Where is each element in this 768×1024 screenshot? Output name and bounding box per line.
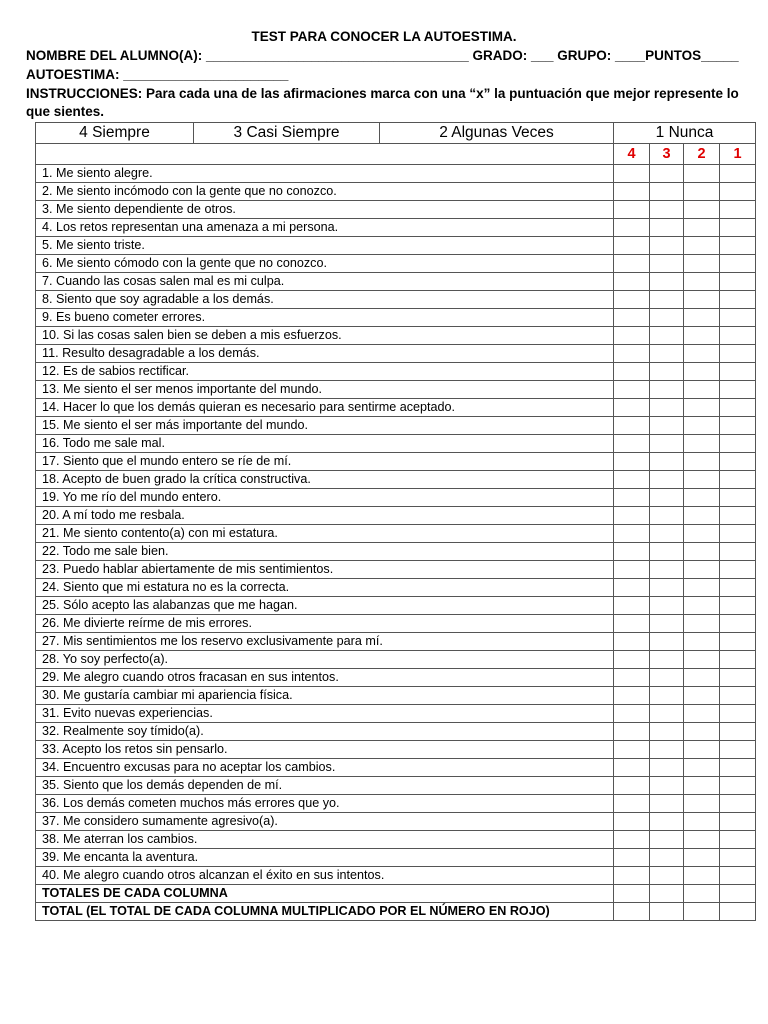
statement-text: 33. Acepto los retos sin pensarlo. bbox=[36, 741, 614, 759]
answer-cell-1[interactable] bbox=[720, 183, 756, 201]
answer-cell-4[interactable] bbox=[614, 687, 650, 705]
answer-cell-2[interactable] bbox=[684, 453, 720, 471]
statement-row bbox=[36, 543, 756, 561]
statement-text: 26. Me divierte reírme de mis errores. bbox=[36, 615, 614, 633]
answer-cell-2[interactable] bbox=[684, 651, 720, 669]
answer-cell-4[interactable] bbox=[614, 669, 650, 687]
answer-cell-4[interactable] bbox=[614, 453, 650, 471]
answer-cell-3[interactable] bbox=[650, 705, 684, 723]
answer-cell-2[interactable] bbox=[684, 579, 720, 597]
statement-row bbox=[36, 579, 756, 597]
answer-cell-1[interactable] bbox=[720, 669, 756, 687]
answer-cell-3[interactable] bbox=[650, 399, 684, 417]
answer-cell-1[interactable] bbox=[720, 435, 756, 453]
answer-cell-4[interactable] bbox=[614, 435, 650, 453]
answer-cell-1[interactable] bbox=[720, 165, 756, 183]
statement-text: 17. Siento que el mundo entero se ríe de mí. bbox=[36, 453, 614, 471]
answer-cell-4[interactable] bbox=[614, 273, 650, 291]
answer-cell-1[interactable] bbox=[720, 885, 756, 903]
answer-cell-1[interactable] bbox=[720, 489, 756, 507]
statement-row bbox=[36, 597, 756, 615]
answer-cell-3[interactable] bbox=[650, 237, 684, 255]
answer-cell-4[interactable] bbox=[614, 219, 650, 237]
answer-cell-4[interactable] bbox=[614, 813, 650, 831]
answer-cell-3[interactable] bbox=[650, 165, 684, 183]
answer-cell-1[interactable] bbox=[720, 237, 756, 255]
answer-cell-1[interactable] bbox=[720, 345, 756, 363]
answer-cell-3[interactable] bbox=[650, 327, 684, 345]
statement-row bbox=[36, 237, 756, 255]
answer-cell-3[interactable] bbox=[650, 471, 684, 489]
statement-text: 34. Encuentro excusas para no aceptar los cambios. bbox=[36, 759, 614, 777]
statement-row bbox=[36, 759, 756, 777]
answer-cell-4[interactable] bbox=[614, 651, 650, 669]
answer-cell-4[interactable] bbox=[614, 705, 650, 723]
answer-cell-2[interactable] bbox=[684, 777, 720, 795]
statement-text: 35. Siento que los demás dependen de mí. bbox=[36, 777, 614, 795]
answer-cell-3[interactable] bbox=[650, 435, 684, 453]
statement-row bbox=[36, 183, 756, 201]
statement-text: 6. Me siento cómodo con la gente que no conozco. bbox=[36, 255, 614, 273]
statement-row bbox=[36, 561, 756, 579]
answer-cell-2[interactable] bbox=[684, 885, 720, 903]
answer-cell-1[interactable] bbox=[720, 561, 756, 579]
document-title: TEST PARA CONOCER LA AUTOESTIMA. bbox=[251, 29, 517, 44]
answer-cell-1[interactable] bbox=[720, 705, 756, 723]
answer-cell-2[interactable] bbox=[684, 633, 720, 651]
answer-cell-4[interactable] bbox=[614, 615, 650, 633]
answer-cell-1[interactable] bbox=[720, 273, 756, 291]
answer-cell-1[interactable] bbox=[720, 507, 756, 525]
answer-cell-3[interactable] bbox=[650, 831, 684, 849]
answer-cell-4[interactable] bbox=[614, 849, 650, 867]
answer-cell-2[interactable] bbox=[684, 435, 720, 453]
answer-cell-1[interactable] bbox=[720, 291, 756, 309]
answer-cell-3[interactable] bbox=[650, 219, 684, 237]
statement-text: 8. Siento que soy agradable a los demás. bbox=[36, 291, 614, 309]
statement-text: 13. Me siento el ser menos importante del mundo. bbox=[36, 381, 614, 399]
answer-cell-2[interactable] bbox=[684, 813, 720, 831]
statement-text: 3. Me siento dependiente de otros. bbox=[36, 201, 614, 219]
statement-row bbox=[36, 345, 756, 363]
answer-cell-4[interactable] bbox=[614, 831, 650, 849]
answer-cell-2[interactable] bbox=[684, 165, 720, 183]
statement-text: 20. A mí todo me resbala. bbox=[36, 507, 614, 525]
statement-row bbox=[36, 813, 756, 831]
score-number-4: 4 bbox=[614, 144, 650, 165]
answer-cell-3[interactable] bbox=[650, 273, 684, 291]
statement-text: 23. Puedo hablar abiertamente de mis sentimientos. bbox=[36, 561, 614, 579]
answer-cell-4[interactable] bbox=[614, 597, 650, 615]
answer-cell-4[interactable] bbox=[614, 525, 650, 543]
answer-cell-2[interactable] bbox=[684, 615, 720, 633]
answer-cell-4[interactable] bbox=[614, 165, 650, 183]
answer-cell-1[interactable] bbox=[720, 795, 756, 813]
answer-cell-2[interactable] bbox=[684, 345, 720, 363]
answer-cell-1[interactable] bbox=[720, 579, 756, 597]
statement-text: 36. Los demás cometen muchos más errores que yo. bbox=[36, 795, 614, 813]
statement-row bbox=[36, 417, 756, 435]
answer-cell-3[interactable] bbox=[650, 489, 684, 507]
answer-cell-3[interactable] bbox=[650, 363, 684, 381]
statement-row bbox=[36, 201, 756, 219]
answer-cell-3[interactable] bbox=[650, 813, 684, 831]
answer-cell-1[interactable] bbox=[720, 363, 756, 381]
statement-row bbox=[36, 777, 756, 795]
answer-cell-1[interactable] bbox=[720, 327, 756, 345]
student-info-line: NOMBRE DEL ALUMNO(A): ___________________________________ GRADO: ___ GRUPO: ____PUNTOS_____ bbox=[26, 48, 739, 63]
statement-row bbox=[36, 165, 756, 183]
answer-cell-1[interactable] bbox=[720, 201, 756, 219]
answer-cell-2[interactable] bbox=[684, 669, 720, 687]
scale-header-almost-always: 3 Casi Siempre bbox=[194, 123, 380, 144]
answer-cell-1[interactable] bbox=[720, 903, 756, 921]
answer-cell-1[interactable] bbox=[720, 831, 756, 849]
answer-cell-1[interactable] bbox=[720, 867, 756, 885]
self-esteem-test-table bbox=[35, 122, 756, 921]
scale-header-always: 4 Siempre bbox=[36, 123, 194, 144]
statement-row bbox=[36, 615, 756, 633]
scale-header-row bbox=[36, 123, 756, 144]
statement-row bbox=[36, 633, 756, 651]
answer-cell-3[interactable] bbox=[650, 417, 684, 435]
answer-cell-3[interactable] bbox=[650, 669, 684, 687]
answer-cell-3[interactable] bbox=[650, 345, 684, 363]
statement-row bbox=[36, 489, 756, 507]
statement-text: 18. Acepto de buen grado la crítica constructiva. bbox=[36, 471, 614, 489]
statement-row bbox=[36, 795, 756, 813]
answer-cell-4[interactable] bbox=[614, 759, 650, 777]
statement-text: 10. Si las cosas salen bien se deben a mis esfuerzos. bbox=[36, 327, 614, 345]
answer-cell-2[interactable] bbox=[684, 795, 720, 813]
answer-cell-1[interactable] bbox=[720, 543, 756, 561]
answer-cell-3[interactable] bbox=[650, 561, 684, 579]
answer-cell-1[interactable] bbox=[720, 615, 756, 633]
statement-row bbox=[36, 291, 756, 309]
statement-text: 5. Me siento triste. bbox=[36, 237, 614, 255]
answer-cell-1[interactable] bbox=[720, 813, 756, 831]
statement-row bbox=[36, 363, 756, 381]
statement-text: 29. Me alegro cuando otros fracasan en sus intentos. bbox=[36, 669, 614, 687]
answer-cell-2[interactable] bbox=[684, 309, 720, 327]
answer-cell-4[interactable] bbox=[614, 741, 650, 759]
answer-cell-3[interactable] bbox=[650, 291, 684, 309]
answer-cell-3[interactable] bbox=[650, 777, 684, 795]
statement-text: 7. Cuando las cosas salen mal es mi culpa. bbox=[36, 273, 614, 291]
answer-cell-4[interactable] bbox=[614, 417, 650, 435]
answer-cell-2[interactable] bbox=[684, 363, 720, 381]
answer-cell-1[interactable] bbox=[720, 417, 756, 435]
answer-cell-3[interactable] bbox=[650, 687, 684, 705]
statement-row bbox=[36, 435, 756, 453]
statement-text: 27. Mis sentimientos me los reservo exclusivamente para mí. bbox=[36, 633, 614, 651]
statement-text: 14. Hacer lo que los demás quieran es necesario para sentirme aceptado. bbox=[36, 399, 614, 417]
answer-cell-4[interactable] bbox=[614, 903, 650, 921]
statement-row bbox=[36, 255, 756, 273]
answer-cell-1[interactable] bbox=[720, 255, 756, 273]
answer-cell-2[interactable] bbox=[684, 687, 720, 705]
statement-row bbox=[36, 669, 756, 687]
scale-header-sometimes: 2 Algunas Veces bbox=[380, 123, 614, 144]
answer-cell-4[interactable] bbox=[614, 363, 650, 381]
statement-text: 15. Me siento el ser más importante del mundo. bbox=[36, 417, 614, 435]
answer-cell-4[interactable] bbox=[614, 237, 650, 255]
answer-cell-4[interactable] bbox=[614, 777, 650, 795]
answer-cell-3[interactable] bbox=[650, 525, 684, 543]
statement-row bbox=[36, 453, 756, 471]
statement-text: 40. Me alegro cuando otros alcanzan el éxito en sus intentos. bbox=[36, 867, 614, 885]
answer-cell-1[interactable] bbox=[720, 723, 756, 741]
statement-row bbox=[36, 687, 756, 705]
self-esteem-line: AUTOESTIMA: ______________________ bbox=[26, 67, 289, 82]
statement-text: 28. Yo soy perfecto(a). bbox=[36, 651, 614, 669]
answer-cell-2[interactable] bbox=[684, 507, 720, 525]
answer-cell-2[interactable] bbox=[684, 291, 720, 309]
answer-cell-3[interactable] bbox=[650, 795, 684, 813]
answer-cell-3[interactable] bbox=[650, 723, 684, 741]
answer-cell-2[interactable] bbox=[684, 561, 720, 579]
answer-cell-2[interactable] bbox=[684, 327, 720, 345]
statement-row bbox=[36, 651, 756, 669]
answer-cell-3[interactable] bbox=[650, 309, 684, 327]
answer-cell-1[interactable] bbox=[720, 849, 756, 867]
answer-cell-2[interactable] bbox=[684, 183, 720, 201]
answer-cell-2[interactable] bbox=[684, 597, 720, 615]
statement-text: 37. Me considero sumamente agresivo(a). bbox=[36, 813, 614, 831]
answer-cell-2[interactable] bbox=[684, 255, 720, 273]
answer-cell-1[interactable] bbox=[720, 471, 756, 489]
answer-cell-4[interactable] bbox=[614, 633, 650, 651]
statement-text: 25. Sólo acepto las alabanzas que me hagan. bbox=[36, 597, 614, 615]
statement-row bbox=[36, 471, 756, 489]
answer-cell-4[interactable] bbox=[614, 345, 650, 363]
statement-text: 21. Me siento contento(a) con mi estatura. bbox=[36, 525, 614, 543]
statement-row bbox=[36, 399, 756, 417]
answer-cell-2[interactable] bbox=[684, 543, 720, 561]
answer-cell-1[interactable] bbox=[720, 219, 756, 237]
answer-cell-1[interactable] bbox=[720, 651, 756, 669]
answer-cell-3[interactable] bbox=[650, 759, 684, 777]
answer-cell-3[interactable] bbox=[650, 741, 684, 759]
answer-cell-4[interactable] bbox=[614, 381, 650, 399]
score-number-row bbox=[36, 144, 756, 165]
answer-cell-4[interactable] bbox=[614, 507, 650, 525]
answer-cell-3[interactable] bbox=[650, 615, 684, 633]
answer-cell-3[interactable] bbox=[650, 381, 684, 399]
instructions: INSTRUCCIONES: Para cada una de las afirmaciones marca con una “x” la puntuación que mejor represente lo que sientes. bbox=[26, 86, 739, 119]
answer-cell-1[interactable] bbox=[720, 453, 756, 471]
statement-text: 30. Me gustaría cambiar mi apariencia física. bbox=[36, 687, 614, 705]
statement-row bbox=[36, 273, 756, 291]
statement-text: 12. Es de sabios rectificar. bbox=[36, 363, 614, 381]
answer-cell-2[interactable] bbox=[684, 903, 720, 921]
statement-text: 1. Me siento alegre. bbox=[36, 165, 614, 183]
statement-row bbox=[36, 849, 756, 867]
answer-cell-2[interactable] bbox=[684, 867, 720, 885]
answer-cell-4[interactable] bbox=[614, 579, 650, 597]
answer-cell-3[interactable] bbox=[650, 597, 684, 615]
answer-cell-2[interactable] bbox=[684, 831, 720, 849]
statement-text: 9. Es bueno cometer errores. bbox=[36, 309, 614, 327]
answer-cell-4[interactable] bbox=[614, 309, 650, 327]
answer-cell-2[interactable] bbox=[684, 759, 720, 777]
statement-text: 16. Todo me sale mal. bbox=[36, 435, 614, 453]
scale-header-never: 1 Nunca bbox=[614, 123, 756, 144]
statement-text: 2. Me siento incómodo con la gente que no conozco. bbox=[36, 183, 614, 201]
score-number-1: 1 bbox=[720, 144, 756, 165]
statement-row bbox=[36, 525, 756, 543]
answer-cell-3[interactable] bbox=[650, 507, 684, 525]
answer-cell-3[interactable] bbox=[650, 201, 684, 219]
answer-cell-3[interactable] bbox=[650, 651, 684, 669]
answer-cell-1[interactable] bbox=[720, 759, 756, 777]
answer-cell-4[interactable] bbox=[614, 201, 650, 219]
column-totals-row bbox=[36, 885, 756, 903]
answer-cell-1[interactable] bbox=[720, 777, 756, 795]
answer-cell-4[interactable] bbox=[614, 489, 650, 507]
statement-row bbox=[36, 867, 756, 885]
answer-cell-2[interactable] bbox=[684, 237, 720, 255]
statement-row bbox=[36, 327, 756, 345]
answer-cell-3[interactable] bbox=[650, 579, 684, 597]
statement-row bbox=[36, 741, 756, 759]
answer-cell-4[interactable] bbox=[614, 327, 650, 345]
answer-cell-1[interactable] bbox=[720, 399, 756, 417]
statement-row bbox=[36, 723, 756, 741]
statement-row bbox=[36, 831, 756, 849]
answer-cell-2[interactable] bbox=[684, 201, 720, 219]
statement-text: 39. Me encanta la aventura. bbox=[36, 849, 614, 867]
score-number-spacer bbox=[36, 144, 614, 165]
answer-cell-3[interactable] bbox=[650, 867, 684, 885]
answer-cell-2[interactable] bbox=[684, 381, 720, 399]
answer-cell-4[interactable] bbox=[614, 183, 650, 201]
answer-cell-1[interactable] bbox=[720, 381, 756, 399]
statement-text: TOTALES DE CADA COLUMNA bbox=[36, 885, 614, 903]
answer-cell-2[interactable] bbox=[684, 741, 720, 759]
statement-text: 22. Todo me sale bien. bbox=[36, 543, 614, 561]
answer-cell-4[interactable] bbox=[614, 885, 650, 903]
answer-cell-1[interactable] bbox=[720, 741, 756, 759]
answer-cell-2[interactable] bbox=[684, 273, 720, 291]
answer-cell-2[interactable] bbox=[684, 417, 720, 435]
statement-row bbox=[36, 507, 756, 525]
answer-cell-2[interactable] bbox=[684, 399, 720, 417]
answer-cell-4[interactable] bbox=[614, 867, 650, 885]
answer-cell-4[interactable] bbox=[614, 399, 650, 417]
statement-text: 31. Evito nuevas experiencias. bbox=[36, 705, 614, 723]
answer-cell-2[interactable] bbox=[684, 723, 720, 741]
statement-row bbox=[36, 309, 756, 327]
answer-cell-4[interactable] bbox=[614, 795, 650, 813]
answer-cell-2[interactable] bbox=[684, 705, 720, 723]
answer-cell-3[interactable] bbox=[650, 885, 684, 903]
statement-row bbox=[36, 705, 756, 723]
answer-cell-4[interactable] bbox=[614, 471, 650, 489]
answer-cell-3[interactable] bbox=[650, 633, 684, 651]
statement-row bbox=[36, 219, 756, 237]
answer-cell-2[interactable] bbox=[684, 489, 720, 507]
answer-cell-2[interactable] bbox=[684, 849, 720, 867]
grand-total-row bbox=[36, 903, 756, 921]
answer-cell-4[interactable] bbox=[614, 723, 650, 741]
answer-cell-4[interactable] bbox=[614, 255, 650, 273]
statement-text: 32. Realmente soy tímido(a). bbox=[36, 723, 614, 741]
answer-cell-1[interactable] bbox=[720, 309, 756, 327]
answer-cell-3[interactable] bbox=[650, 183, 684, 201]
statement-text: 38. Me aterran los cambios. bbox=[36, 831, 614, 849]
statement-text: 11. Resulto desagradable a los demás. bbox=[36, 345, 614, 363]
answer-cell-3[interactable] bbox=[650, 543, 684, 561]
statement-text: 24. Siento que mi estatura no es la correcta. bbox=[36, 579, 614, 597]
statement-text: 4. Los retos representan una amenaza a mi persona. bbox=[36, 219, 614, 237]
statement-text: TOTAL (EL TOTAL DE CADA COLUMNA MULTIPLICADO POR EL NÚMERO EN ROJO) bbox=[36, 903, 614, 921]
statement-text: 19. Yo me río del mundo entero. bbox=[36, 489, 614, 507]
answer-cell-4[interactable] bbox=[614, 561, 650, 579]
answer-cell-2[interactable] bbox=[684, 525, 720, 543]
answer-cell-1[interactable] bbox=[720, 525, 756, 543]
answer-cell-2[interactable] bbox=[684, 471, 720, 489]
answer-cell-3[interactable] bbox=[650, 453, 684, 471]
answer-cell-2[interactable] bbox=[684, 219, 720, 237]
answer-cell-1[interactable] bbox=[720, 633, 756, 651]
answer-cell-4[interactable] bbox=[614, 291, 650, 309]
score-number-3: 3 bbox=[650, 144, 684, 165]
answer-cell-1[interactable] bbox=[720, 687, 756, 705]
answer-cell-1[interactable] bbox=[720, 597, 756, 615]
statement-row bbox=[36, 381, 756, 399]
score-number-2: 2 bbox=[684, 144, 720, 165]
answer-cell-3[interactable] bbox=[650, 903, 684, 921]
answer-cell-4[interactable] bbox=[614, 543, 650, 561]
answer-cell-3[interactable] bbox=[650, 255, 684, 273]
answer-cell-3[interactable] bbox=[650, 849, 684, 867]
